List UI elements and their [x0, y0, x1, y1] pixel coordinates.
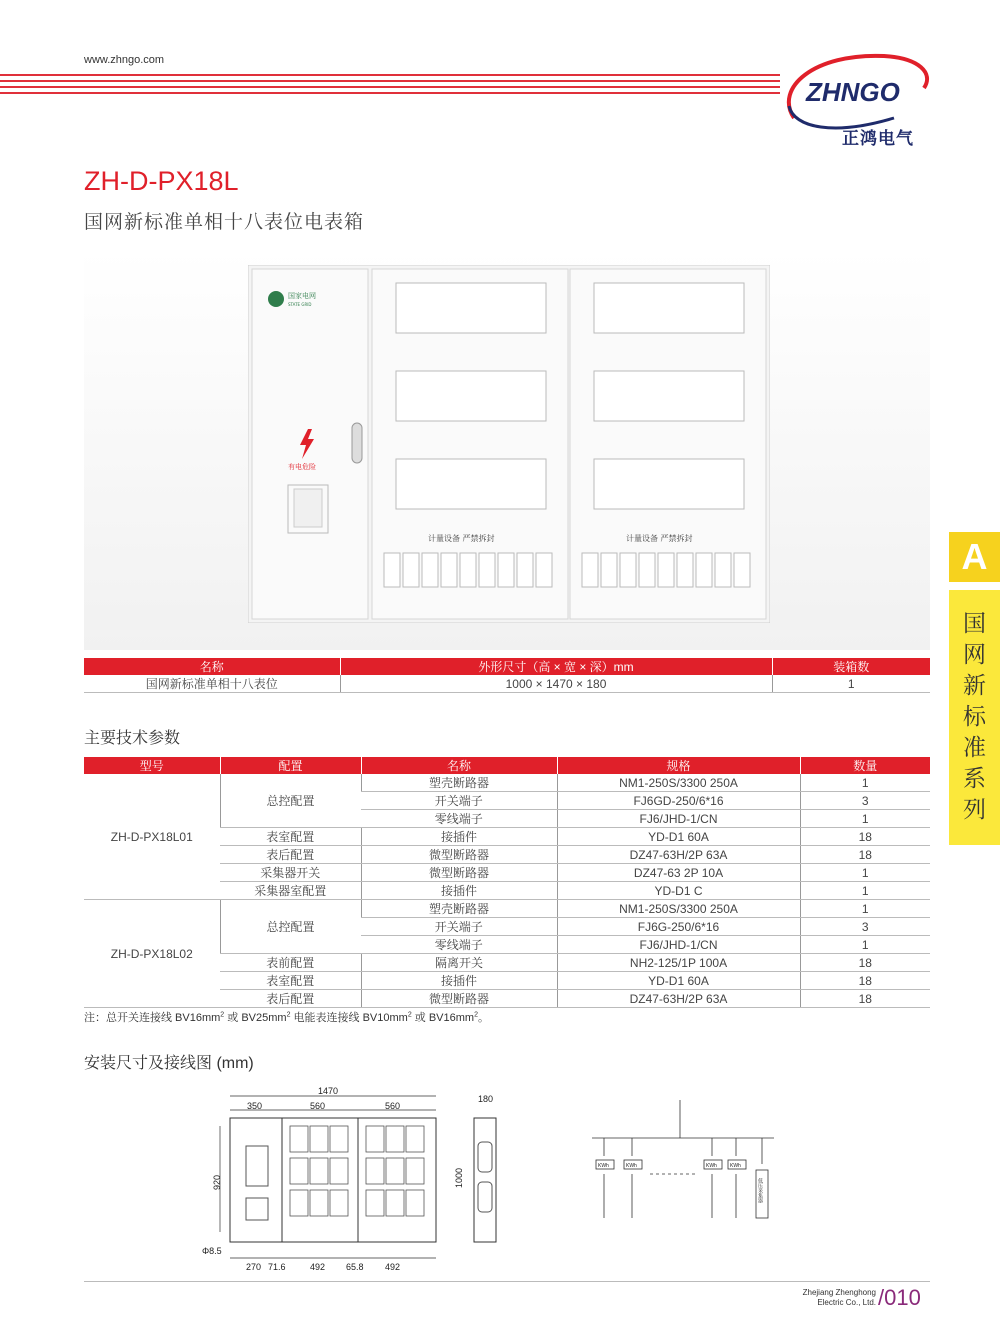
dim-bottom: 270	[246, 1262, 262, 1272]
installation-drawing	[200, 1082, 800, 1277]
tech-header: 配置	[220, 757, 361, 774]
kwh-label: KWh	[706, 1163, 717, 1169]
dim-hole: Φ8.5	[202, 1246, 222, 1256]
tech-table	[84, 757, 930, 1008]
side-tab-letter: A	[949, 532, 1000, 582]
spec-cell: DZ47-63 2P 10A	[557, 864, 800, 882]
spec-header: 外形尺寸（高 × 宽 × 深）mm	[340, 658, 772, 675]
spec-table	[84, 658, 930, 693]
tech-header: 数量	[800, 757, 930, 774]
side-tab-char: 网	[963, 641, 986, 667]
config-cell: 表前配置	[220, 954, 361, 972]
collector-label: 低压采集器	[757, 1178, 763, 1203]
config-cell: 表后配置	[220, 990, 361, 1008]
qty-cell: 18	[800, 990, 930, 1008]
kwh-label: KWh	[626, 1163, 637, 1169]
qty-cell: 1	[800, 882, 930, 900]
kwh-label: KWh	[730, 1163, 741, 1169]
config-cell: 总控配置	[220, 900, 361, 954]
qty-cell: 18	[800, 954, 930, 972]
seal-text: 计量设备 严禁拆封	[626, 534, 693, 543]
tech-header: 名称	[361, 757, 557, 774]
name-cell: 微型断路器	[361, 846, 557, 864]
spec-cell: FJ6GD-250/6*16	[557, 792, 800, 810]
name-cell: 零线端子	[361, 810, 557, 828]
door-right	[570, 269, 766, 619]
kwh-label: KWh	[598, 1163, 609, 1169]
qty-cell: 1	[800, 864, 930, 882]
spec-cell: YD-D1 60A	[557, 972, 800, 990]
logo-text: ZHNGO	[806, 77, 900, 107]
qty-cell: 1	[800, 900, 930, 918]
config-cell: 采集器室配置	[220, 882, 361, 900]
spec-cell: 1	[772, 675, 930, 693]
danger-text: 有电危险	[288, 463, 316, 471]
model-cell: ZH-D-PX18L01	[84, 774, 220, 900]
model-cell: ZH-D-PX18L02	[84, 900, 220, 1008]
config-cell: 表后配置	[220, 846, 361, 864]
drawing-section-title: 安装尺寸及接线图 (mm)	[84, 1055, 254, 1072]
name-cell: 开关端子	[361, 918, 557, 936]
spec-cell: FJ6G-250/6*16	[557, 918, 800, 936]
side-tab-char: 系	[963, 765, 986, 791]
tech-section-title: 主要技术参数	[84, 730, 181, 747]
wiring-note: 注：总开关连接线 $BV16mm^2$ 或 $BV25mm^2$ 电能表连接线 $BV10mm^2$ 或 $BV16mm^2$。	[84, 1011, 489, 1024]
spec-cell: YD-D1 60A	[557, 828, 800, 846]
footer-company: Zhejiang Zhenghong Electric Co., Ltd.	[802, 1288, 876, 1307]
state-grid-text-en: STATE GRID	[288, 302, 312, 307]
dim-left: 350	[247, 1101, 263, 1111]
qty-cell: 18	[800, 846, 930, 864]
spec-cell: NM1-250S/3300 250A	[557, 900, 800, 918]
side-tab-char: 国	[963, 610, 986, 636]
tech-header: 型号	[84, 757, 220, 774]
spec-cell: NH2-125/1P 100A	[557, 954, 800, 972]
tech-header: 规格	[557, 757, 800, 774]
side-tab-char: 新	[963, 672, 986, 698]
dim-height: 1000	[454, 1167, 464, 1188]
meter-box-photo	[248, 265, 770, 623]
spec-header: 装箱数	[772, 658, 930, 675]
footer-divider	[84, 1281, 930, 1282]
name-cell: 接插件	[361, 972, 557, 990]
seal-text: 计量设备 严禁拆封	[428, 534, 495, 543]
spec-cell: FJ6/JHD-1/CN	[557, 936, 800, 954]
config-cell: 总控配置	[220, 774, 361, 828]
dim-bottom: 65.8	[346, 1262, 364, 1272]
qty-cell: 1	[800, 774, 930, 792]
spec-cell: FJ6/JHD-1/CN	[557, 810, 800, 828]
table-row	[84, 900, 930, 918]
dim-depth: 180	[478, 1094, 494, 1104]
qty-cell: 3	[800, 918, 930, 936]
table-row	[84, 774, 930, 792]
dim-bottom: 71.6	[268, 1262, 286, 1272]
dim-bottom: 492	[385, 1262, 401, 1272]
qty-cell: 18	[800, 972, 930, 990]
config-cell: 表室配置	[220, 972, 361, 990]
name-cell: 塑壳断路器	[361, 774, 557, 792]
side-tab-char: 标	[963, 703, 986, 729]
product-name: 国网新标准单相十八表位电表箱	[84, 212, 365, 233]
spec-cell: 1000 × 1470 × 180	[340, 675, 772, 693]
dim-total-width: 1470	[318, 1086, 339, 1096]
config-cell: 采集器开关	[220, 864, 361, 882]
dim-right: 560	[385, 1101, 401, 1111]
side-tab-char: 准	[963, 734, 986, 760]
side-tab-char: 列	[963, 796, 986, 822]
name-cell: 开关端子	[361, 792, 557, 810]
product-model: ZH-D-PX18L	[84, 166, 239, 196]
spec-header: 名称	[84, 658, 340, 675]
spec-cell: DZ47-63H/2P 63A	[557, 846, 800, 864]
side-tab-label	[949, 590, 1000, 845]
table-row	[84, 675, 930, 693]
state-grid-text: 国家电网	[288, 292, 316, 300]
name-cell: 接插件	[361, 882, 557, 900]
name-cell: 微型断路器	[361, 864, 557, 882]
spec-cell: 国网新标准单相十八表位	[84, 675, 340, 693]
dim-bottom: 492	[310, 1262, 326, 1272]
door-middle	[372, 269, 568, 619]
header-stripes	[0, 74, 780, 96]
name-cell: 隔离开关	[361, 954, 557, 972]
name-cell: 接插件	[361, 828, 557, 846]
config-cell: 表室配置	[220, 828, 361, 846]
qty-cell: 18	[800, 828, 930, 846]
name-cell: 塑壳断路器	[361, 900, 557, 918]
spec-cell: YD-D1 C	[557, 882, 800, 900]
spec-cell: NM1-250S/3300 250A	[557, 774, 800, 792]
name-cell: 微型断路器	[361, 990, 557, 1008]
qty-cell: 1	[800, 810, 930, 828]
name-cell: 零线端子	[361, 936, 557, 954]
qty-cell: 1	[800, 936, 930, 954]
logo-subtitle: 正鸿电气	[842, 129, 914, 148]
page-number: /010	[878, 1285, 921, 1310]
dim-inner-height: 920	[212, 1174, 222, 1190]
spec-cell: DZ47-63H/2P 63A	[557, 990, 800, 1008]
website-url[interactable]: www.zhngo.com	[84, 54, 165, 66]
qty-cell: 3	[800, 792, 930, 810]
dim-mid: 560	[310, 1101, 326, 1111]
